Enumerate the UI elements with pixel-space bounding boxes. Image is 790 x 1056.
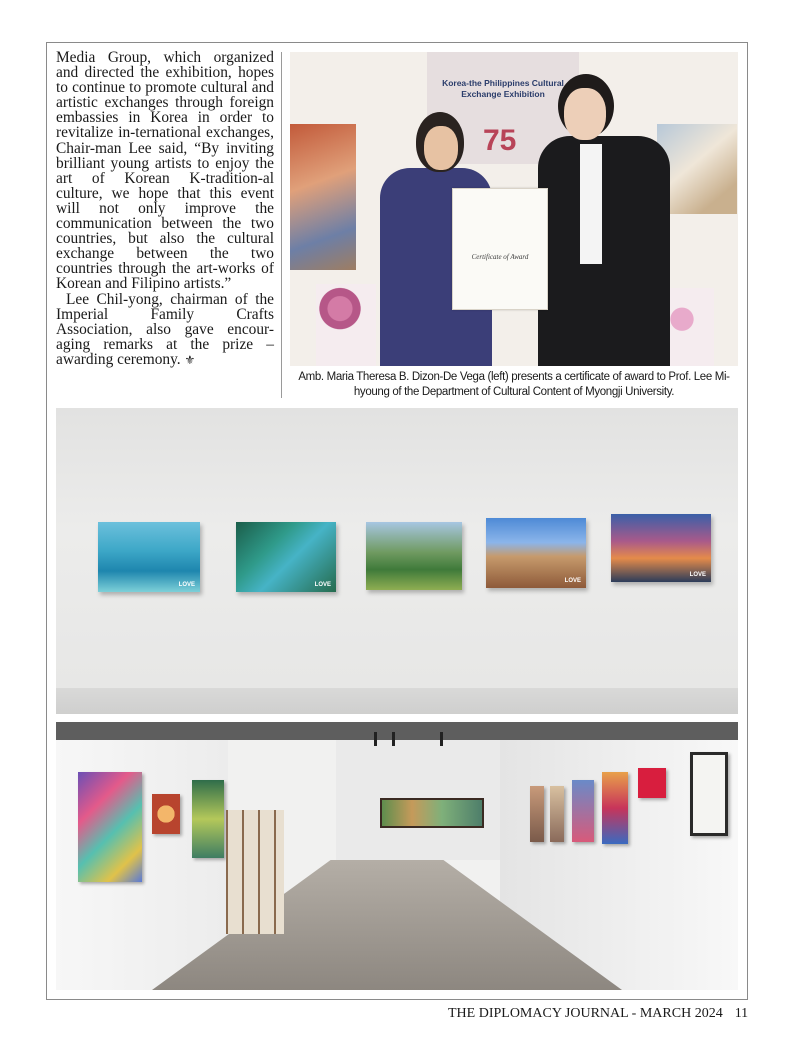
end-ornament-icon: ⚜	[184, 352, 196, 367]
sunset-photograph	[611, 514, 711, 582]
painting	[192, 780, 224, 858]
framed-painting	[690, 752, 728, 836]
figure-body	[538, 136, 670, 366]
beach-photograph	[98, 522, 200, 592]
publication-title: THE DIPLOMACY JOURNAL - MARCH 2024	[448, 1006, 723, 1021]
building-photograph	[486, 518, 586, 588]
frame-mark: LOVE	[314, 582, 331, 588]
panoramic-painting	[380, 798, 484, 828]
spotlight-icon	[374, 732, 377, 746]
photo-caption: Amb. Maria Theresa B. Dizon-De Vega (left) presents a certificate of award to Prof. Lee Mi-hyoung of the Department of Cultural Content of Myongji University.	[298, 371, 730, 398]
figure-shirt	[580, 144, 602, 264]
wall-artwork	[290, 124, 356, 270]
page-number: 11	[734, 1006, 749, 1021]
painting	[550, 786, 564, 842]
painting	[78, 772, 142, 882]
spotlight-icon	[440, 732, 443, 746]
page-footer	[448, 1006, 748, 1022]
anniversary-logo: 75	[483, 124, 517, 157]
painting	[530, 786, 544, 842]
certificate-title: Certificate of Award	[471, 253, 529, 261]
hills-photograph	[366, 522, 462, 590]
figure-face	[564, 88, 606, 140]
painting	[572, 780, 594, 842]
gallery-floor	[56, 688, 738, 714]
frame-mark: LOVE	[689, 572, 706, 578]
gallery-wall-photo	[56, 408, 738, 714]
frame-mark: LOVE	[564, 578, 581, 584]
gallery-ceiling	[56, 722, 738, 740]
spotlight-icon	[392, 732, 395, 746]
award-certificate	[452, 188, 548, 310]
award-ceremony-photo	[290, 52, 738, 366]
banner-title: Korea-the Philippines Cultural Exchange Exhibition	[442, 78, 564, 99]
article-paragraph	[56, 292, 274, 368]
figure-face	[424, 126, 458, 170]
folding-screen	[226, 810, 284, 934]
article-paragraph: Media Group, which organized and directed the exhibition, hopes to continue to promote cultural and artistic exchanges through foreign embassies in Korea in order to revitalize in-ternational exchanges, Chair-man Lee said, “By inviting brilliant young artists to enjoy the art of Korean K-tradition-al culture, we hope that this event will not only improve the communication between the two countries, but also the cultural exchange between the two countries through the art-works of Korean and Filipino artists.”	[56, 49, 274, 293]
article-column	[56, 50, 274, 368]
column-divider	[281, 52, 282, 398]
orchid-flowers	[316, 284, 376, 366]
painting	[602, 772, 628, 844]
gallery-interior-photo	[56, 722, 738, 990]
painting	[638, 768, 666, 798]
frame-mark: LOVE	[178, 582, 195, 588]
lagoon-photograph	[236, 522, 336, 592]
article-paragraph-text: Lee Chil-yong, chairman of the Imperial Family Crafts Association, also gave encour-aging remarks at the prize – awarding ceremony.	[56, 290, 274, 368]
painting	[152, 794, 180, 834]
professor-figure	[538, 74, 670, 366]
